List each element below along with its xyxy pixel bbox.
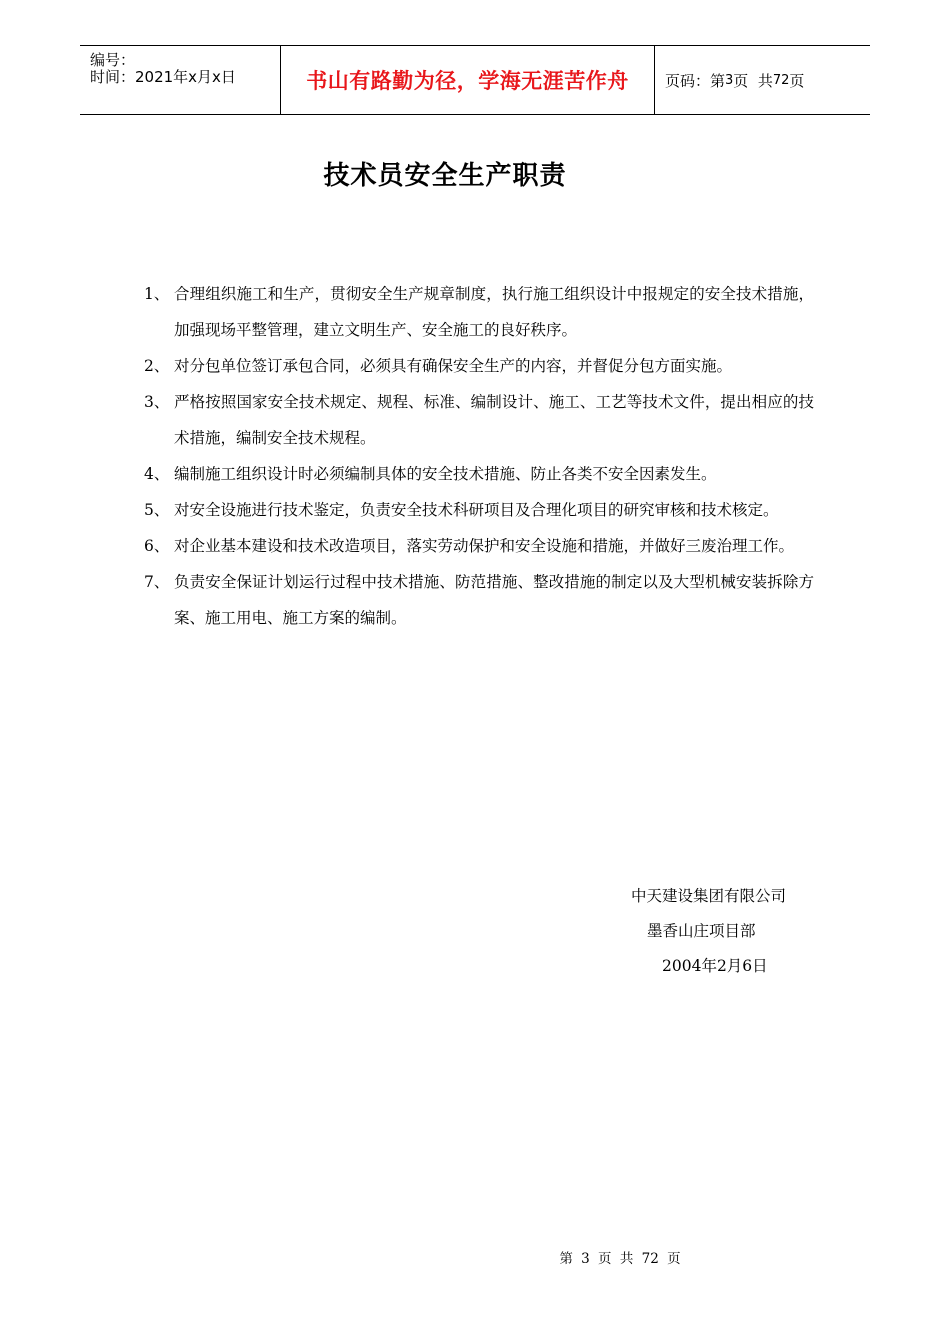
list-item-number: 3、	[144, 393, 170, 411]
list-item-number: 1、	[144, 285, 170, 303]
signature-company: 中天建设集团有限公司	[631, 887, 787, 905]
header-page-total: 72	[772, 72, 790, 88]
list-item-number: 4、	[144, 465, 170, 483]
header-page-current: 3	[725, 72, 734, 88]
list-item	[144, 564, 814, 636]
header-meta	[80, 46, 281, 114]
header-motto: 书山有路勤为径，学海无涯苦作舟	[281, 46, 655, 114]
list-item-text: 对安全设施进行技术鉴定，负责安全技术科研项目及合理化项目的研究审核和技术核定。	[174, 501, 779, 519]
list-item	[144, 456, 814, 492]
header-page-prefix: 页码：第	[665, 71, 726, 90]
list-item	[144, 492, 814, 528]
page-header	[80, 45, 870, 115]
header-page-info	[655, 46, 870, 114]
list-item-number: 5、	[144, 501, 170, 519]
list-item-text: 对企业基本建设和技术改造项目，落实劳动保护和安全设施和措施，并做好三废治理工作。	[174, 537, 795, 555]
list-item-number: 2、	[144, 357, 170, 375]
list-item-number: 7、	[144, 573, 170, 591]
header-time-label: 时间：2021年x月x日	[90, 68, 236, 86]
list-item	[144, 348, 814, 384]
list-item	[144, 276, 814, 348]
header-number-label: 编号：	[90, 51, 136, 69]
header-page-suffix: 页	[789, 71, 805, 90]
page-footer: 第 3 页 共 72 页	[559, 1251, 681, 1267]
duty-list	[144, 276, 814, 636]
list-item-text: 合理组织施工和生产，贯彻安全生产规章制度，执行施工组织设计中报规定的安全技术措施，加强现场平整管理，建立文明生产、安全施工的良好秩序。	[174, 285, 814, 339]
list-item-text: 对分包单位签订承包合同，必须具有确保安全生产的内容，并督促分包方面实施。	[174, 357, 733, 375]
document-title: 技术员安全生产职责	[323, 161, 567, 191]
list-item-text: 编制施工组织设计时必须编制具体的安全技术措施、防止各类不安全因素发生。	[174, 465, 717, 483]
signature-department: 墨香山庄项目部	[647, 922, 756, 940]
header-page-mid: 页 共	[733, 71, 773, 90]
list-item-text: 严格按照国家安全技术规定、规程、标准、编制设计、施工、工艺等技术文件，提出相应的技术措施，编制安全技术规程。	[174, 393, 814, 447]
list-item	[144, 528, 814, 564]
list-item-number: 6、	[144, 537, 170, 555]
signature-date: 2004年2月6日	[662, 957, 768, 975]
list-item	[144, 384, 814, 456]
list-item-text: 负责安全保证计划运行过程中技术措施、防范措施、整改措施的制定以及大型机械安装拆除方案、施工用电、施工方案的编制。	[174, 573, 814, 627]
